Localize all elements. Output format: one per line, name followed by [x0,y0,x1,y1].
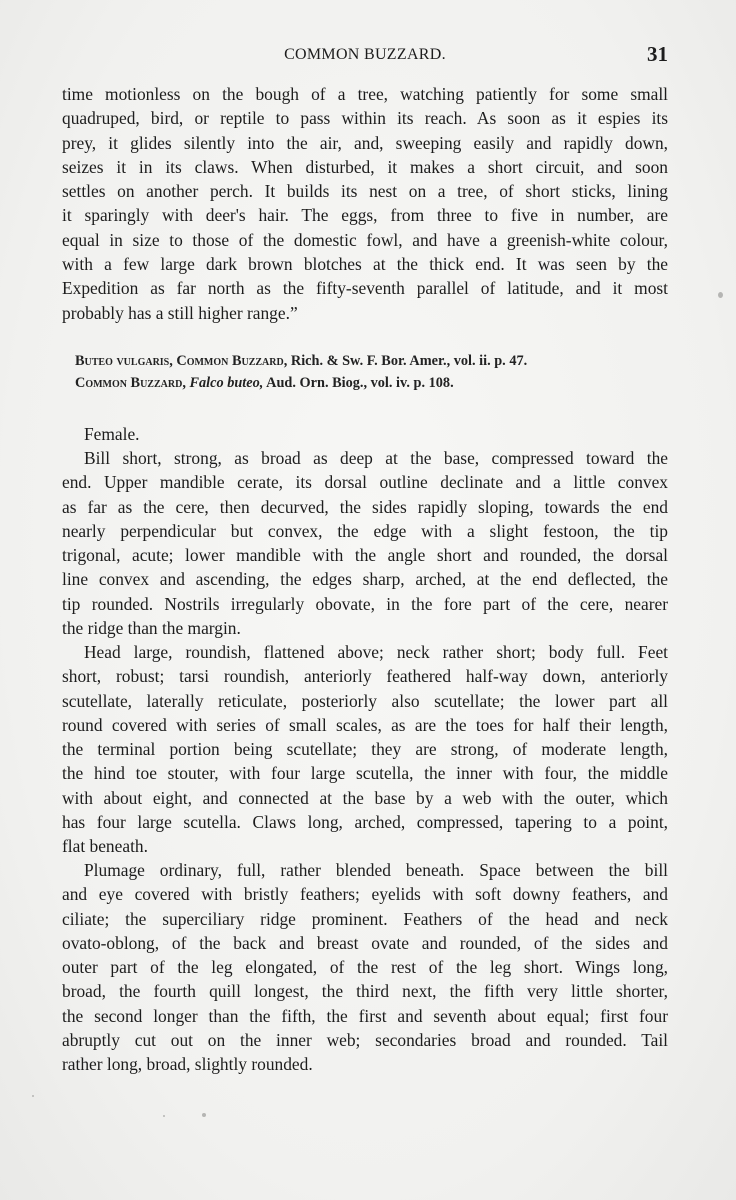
text-line: nearly perpendicular but convex, the edge with a slight festoon, the tip [62,520,668,541]
synonym-common-name: Common Buzzard, [176,353,288,369]
synonym-common-name: Common Buzzard, [75,375,186,391]
head-feet-description-paragraph [62,640,668,859]
text-line: with a few large dark brown blotches at the thick end. It was seen by the [62,254,668,275]
synonym-latin-name: Falco buteo, [189,375,264,391]
text-line: outer part of the leg elongated, of the rest of the leg short. Wings long, [62,957,668,978]
text-line: trigonal, acute; lower mandible with the angle short and rounded, the dorsal [62,545,668,566]
text-line: and eye covered with bristly feathers; eyelids with soft downy feathers, and [62,884,668,905]
running-head [62,42,668,66]
text-line: rather long, broad, slightly rounded. [62,1054,313,1075]
text-line: scutellate, laterally reticulate, posteriorly also scutellate; the lower part all [62,690,668,711]
running-title: COMMON BUZZARD. [284,46,446,63]
text-line: the terminal portion being scutellate; they are strong, of moderate length, [62,739,668,760]
text-line: ovato-oblong, of the back and breast ovate and rounded, of the sides and [62,932,668,953]
text-line: Bill short, strong, as broad as deep at the base, compressed toward the [84,448,668,468]
text-line: Head large, roundish, flattened above; neck rather short; body full. Feet [84,642,668,662]
text-line: round covered with series of small scales, as are the toes for half their length, [62,714,668,735]
text-line: tip rounded. Nostrils irregularly obovate, in the fore part of the cere, nearer [62,593,668,614]
text-line: quadruped, bird, or reptile to pass within its reach. As soon as it espies its [62,108,668,129]
quote-paragraph [62,82,668,325]
text-line: seizes it in its claws. When disturbed, it makes a short circuit, and soon [62,156,668,177]
text-line: the ridge than the margin. [62,618,241,639]
synonym-entry [75,372,675,394]
paper-speck [32,1095,34,1097]
text-line: ciliate; the superciliary ridge prominent. Feathers of the head and neck [62,908,668,929]
text-line: Expedition as far north as the fifty-seventh parallel of latitude, and it most [62,278,668,299]
plumage-description-paragraph [62,858,668,1077]
synonym-reference: Aud. Orn. Biog., vol. iv. p. 108. [266,375,454,391]
bill-description-paragraph [62,446,668,640]
text-line: the hind toe stouter, with four large scutella, the inner with four, the middle [62,763,668,784]
synonym-scientific-name: Buteo vulgaris, [75,353,173,369]
text-line: settles on another perch. It builds its nest on a tree, of short sticks, lining [62,181,668,202]
sex-label: Female. [84,424,140,444]
text-line: has four large scutella. Claws long, arched, compressed, tapering to a point, [62,812,668,833]
text-line: the second longer than the fifth, the first and seventh about equal; first four [62,1005,668,1026]
text-line: end. Upper mandible cerate, its dorsal outline declinate and a little convex [62,472,668,493]
text-line: flat beneath. [62,836,148,857]
text-line: with about eight, and connected at the base by a web with the outer, which [62,787,668,808]
paper-speck [202,1113,206,1117]
paper-speck [718,292,723,298]
text-line: short, robust; tarsi roundish, anteriorly feathered half-way down, anteriorly [62,666,668,687]
text-line: probably has a still higher range.” [62,302,298,323]
text-line: line convex and ascending, the edges sharp, arched, at the end deflected, the [62,569,668,590]
text-line: equal in size to those of the domestic fowl, and have a greenish-white colour, [62,229,668,250]
text-line: Plumage ordinary, full, rather blended beneath. Space between the bill [84,860,668,880]
text-line: it sparingly with deer's hair. The eggs, from three to five in number, are [62,205,668,226]
page-number: 31 [647,42,668,66]
synonymy-list [75,350,675,394]
synonym-reference: Rich. & Sw. F. Bor. Amer., vol. ii. p. 47. [290,353,528,369]
synonym-entry [75,350,675,372]
paper-speck [163,1115,165,1117]
text-line: time motionless on the bough of a tree, watching patiently for some small [62,84,668,104]
text-line: broad, the fourth quill longest, the third next, the fifth very little shorter, [62,981,668,1002]
text-line: as far as the cere, then decurved, the sides rapidly sloping, towards the end [62,496,668,517]
sex-label-block [62,422,668,446]
text-line: abruptly cut out on the inner web; secondaries broad and rounded. Tail [62,1030,668,1051]
text-line: prey, it glides silently into the air, and, sweeping easily and rapidly down, [62,132,668,153]
